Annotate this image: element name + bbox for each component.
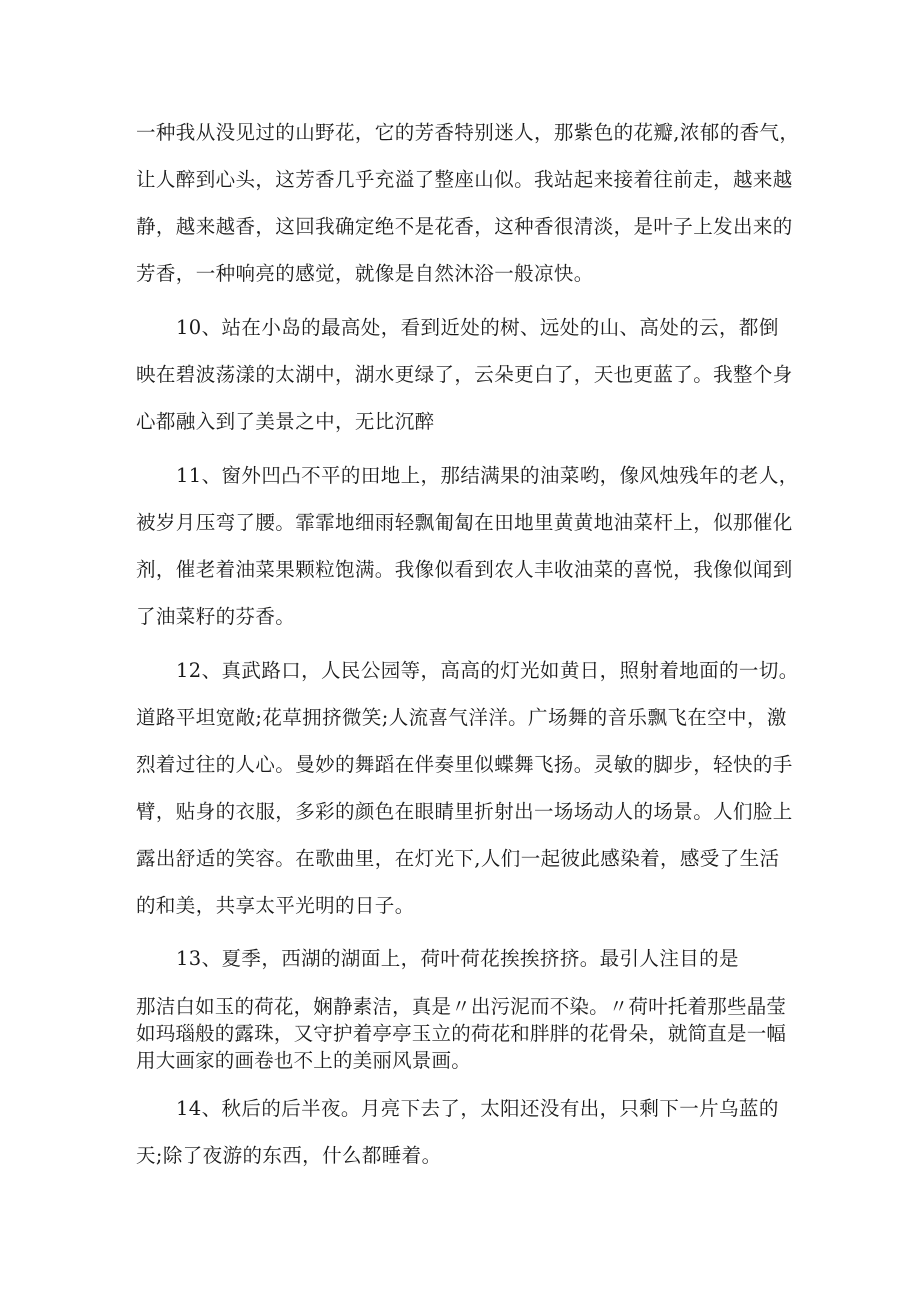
- paragraph-line: 臂，贴身的衣服，多彩的颜色在眼睛里折射出一场场动人的场景。人们脸上: [136, 800, 793, 823]
- paragraph-line: 10、站在小岛的最高处，看到近处的树、远处的山、高处的云，都倒: [176, 316, 779, 339]
- paragraph-line: 让人醉到心头，这芳香几乎充溢了整座山似。我站起来接着往前走，越来越: [136, 168, 793, 191]
- paragraph-line: 道路平坦宽敞;花草拥挤微笑;人流喜气洋洋。广场舞的音乐飘飞在空中，激: [136, 706, 787, 729]
- paragraph-line: 烈着过往的人心。曼妙的舞蹈在伴奏里似蝶舞飞扬。灵敏的脚步，轻快的手: [136, 753, 793, 776]
- paragraph-line: 被岁月压弯了腰。霏霏地细雨轻飘匍匐在田地里黄黄地油菜杆上，似那催化: [136, 511, 793, 534]
- paragraph-line: 一种我从没见过的山野花，它的芳香特别迷人，那紫色的花瓣,浓郁的香气，: [136, 121, 800, 144]
- paragraph-line: 静，越来越香，这回我确定绝不是花香，这种香很清淡，是叶子上发出来的: [136, 215, 793, 238]
- paragraph-line: 的和美，共享太平光明的日子。: [136, 894, 415, 917]
- paragraph-line: 12、真武路口，人民公园等，高高的灯光如黄日，照射着地面的一切。: [176, 659, 799, 682]
- paragraph-line: 心都融入到了美景之中，无比沉醉: [136, 410, 435, 433]
- paragraph-line: 映在碧波荡漾的太湖中，湖水更绿了，云朵更白了，天也更蓝了。我整个身: [136, 363, 793, 386]
- paragraph-line: 天;除了夜游的东西，什么都睡着。: [136, 1144, 442, 1167]
- paragraph-line: 露出舒适的笑容。在歌曲里，在灯光下,人们一起彼此感染着，感受了生活: [136, 847, 780, 870]
- paragraph-line: 芳香，一种响亮的感觉，就像是自然沐浴一般凉快。: [136, 262, 594, 285]
- paragraph-line: 14、秋后的后半夜。月亮下去了，太阳还没有出，只剩下一片乌蓝的: [176, 1097, 779, 1120]
- paragraph-line: 如玛瑙般的露珠，又守护着亭亭玉立的荷花和胖胖的花骨朵，就简直是一幅: [136, 1022, 787, 1045]
- paragraph-line: 那洁白如玉的荷花，娴静素洁，真是〃出污泥而不染。〃荷叶托着那些晶莹: [136, 995, 787, 1018]
- paragraph-line: 13、夏季，西湖的湖面上，荷叶荷花挨挨挤挤。最引人注目的是: [176, 947, 739, 970]
- paragraph-line: 剂，催老着油菜果颗粒饱满。我像似看到农人丰收油菜的喜悦，我像似闻到: [136, 558, 793, 581]
- paragraph-line: 用大画家的画卷也不上的美丽风景画。: [136, 1049, 471, 1072]
- paragraph-line: 11、窗外凹凸不平的田地上，那结满果的油菜哟，像风烛残年的老人，: [176, 464, 799, 487]
- paragraph-line: 了油菜籽的芬香。: [136, 605, 296, 628]
